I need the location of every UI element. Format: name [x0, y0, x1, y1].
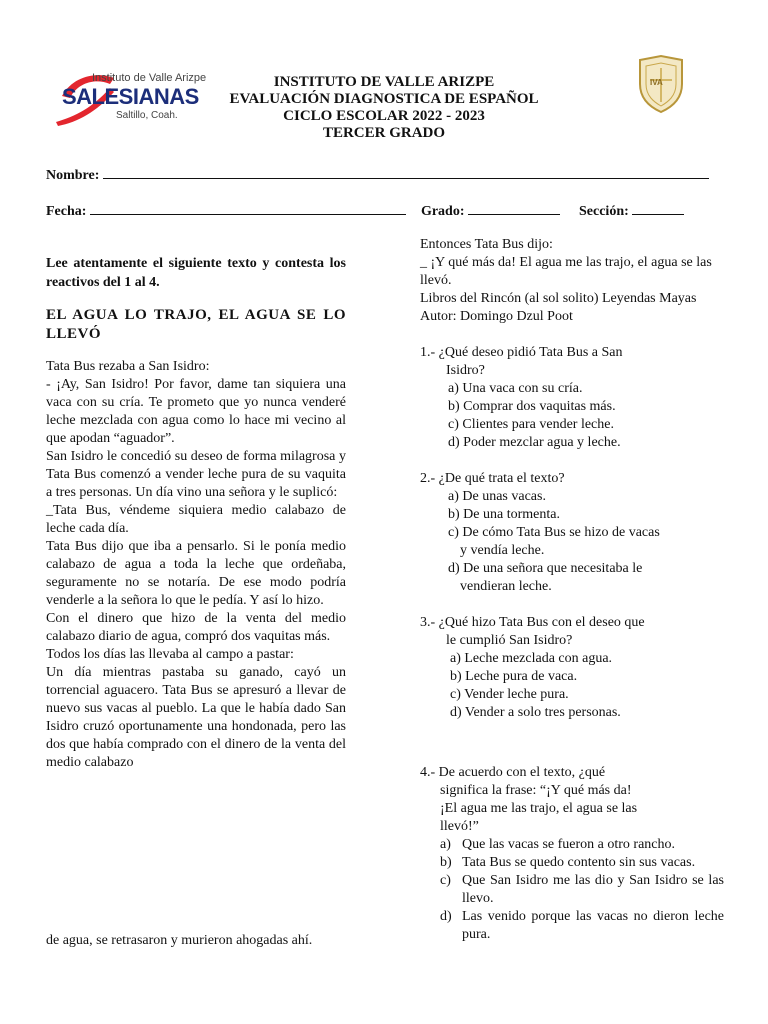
question-4: [420, 764, 724, 944]
option-b[interactable]: b) Leche pura de vaca.: [450, 669, 578, 684]
question-text: 2.- ¿De qué trata el texto?: [420, 471, 565, 486]
author-line: Autor: Domingo Dzul Poot: [420, 309, 573, 324]
question-text: 3.- ¿Qué hizo Tata Bus con el deseo que: [420, 615, 645, 630]
story-paragraph: Tata Bus rezaba a San Isidro:: [46, 359, 210, 374]
option-a[interactable]: a) Una vaca con su cría.: [448, 381, 583, 396]
question-text-cont: le cumplió San Isidro?: [446, 633, 573, 648]
option-d[interactable]: [440, 908, 724, 944]
nombre-label: Nombre:: [46, 168, 100, 183]
header-grade: TERCER GRADO: [322, 125, 446, 141]
left-column: [46, 254, 346, 772]
story-paragraph: - ¡Ay, San Isidro! Por favor, dame tan siquiera una vaca con su cría. Te prometo que yo nunca venderé leche mezclada con agua como lo hace mi vecino al que apodan “aguador”.: [46, 377, 346, 446]
option-c[interactable]: c) De cómo Tata Bus se hizo de vacas: [448, 525, 660, 540]
instructions: Lee atentamente el siguiente texto y contesta los reactivos del 1 al 4.: [46, 256, 346, 290]
nombre-field[interactable]: [103, 166, 709, 179]
option-letter: d): [440, 909, 452, 924]
option-c[interactable]: c) Clientes para vender leche.: [448, 417, 614, 432]
story-title: EL AGUA LO TRAJO, EL AGUA SE LO LLEVÓ: [46, 307, 346, 342]
closing-quote: _ ¡Y qué más da! El agua me las trajo, el agua se las llevó.: [420, 255, 712, 288]
story-paragraph: Un día mientras pastaba su ganado, cayó un torrencial aguacero. Tata Bus se apresuró a llevar de nuevo sus vacas al pueblo. La que le había dado San Isidro cruzó oportunamente una hondonada, pero las dos que había comprado con el dinero de la venta del medio calabazo: [46, 665, 346, 770]
option-text: Las venido porque las vacas no dieron leche pura.: [462, 909, 724, 942]
seccion-field[interactable]: [632, 202, 684, 215]
option-d[interactable]: d) Vender a solo tres personas.: [450, 705, 621, 720]
question-text: 1.- ¿Qué deseo pidió Tata Bus a San: [420, 345, 623, 360]
header-institute: INSTITUTO DE VALLE ARIZPE: [273, 74, 495, 90]
option-c-cont: y vendía leche.: [460, 543, 545, 558]
fecha-label: Fecha:: [46, 204, 87, 219]
story-body: [46, 358, 346, 772]
question-text: 4.- De acuerdo con el texto, ¿qué: [420, 765, 606, 780]
grado-label: Grado:: [420, 204, 465, 219]
option-a[interactable]: [440, 836, 724, 854]
option-a[interactable]: a) Leche mezclada con agua.: [450, 651, 613, 666]
name-row: [46, 166, 716, 184]
fecha-field[interactable]: [90, 202, 406, 215]
question-1: [420, 344, 724, 452]
option-letter: c): [440, 873, 451, 888]
question-3: [420, 614, 724, 722]
option-c[interactable]: [440, 872, 724, 908]
story-paragraph: Todos los días las llevaba al campo a pastar:: [46, 647, 294, 662]
question-text-cont: Isidro?: [446, 363, 485, 378]
header-evaluation: EVALUACIÓN DIAGNOSTICA DE ESPAÑOL: [229, 91, 539, 107]
logo-brand: SALESIANAS: [62, 84, 199, 109]
option-text: Que San Isidro me las dio y San Isidro se las llevo.: [462, 873, 724, 906]
logo-line1: Instituto de Valle Arizpe: [92, 72, 207, 84]
option-c[interactable]: c) Vender leche pura.: [450, 687, 569, 702]
option-b[interactable]: b) De una tormenta.: [448, 507, 560, 522]
header-cycle: CICLO ESCOLAR 2022 - 2023: [283, 108, 485, 124]
story-paragraph: Con el dinero que hizo de la venta del medio calabazo diario de agua, compró dos vaquitas más.: [46, 611, 346, 644]
option-b[interactable]: [440, 854, 724, 872]
option-d[interactable]: d) De una señora que necesitaba le: [448, 561, 643, 576]
question-2: [420, 470, 724, 596]
seccion-label: Sección:: [579, 204, 629, 219]
document-header: [200, 74, 568, 142]
option-text: Que las vacas se fueron a otro rancho.: [462, 837, 676, 852]
option-d-cont: vendieran leche.: [460, 579, 552, 594]
question-text-cont: significa la frase: “¡Y qué más da! ¡El agua me las trajo, el agua se las llevó!”: [440, 783, 638, 834]
option-text: Tata Bus se quedo contento sin sus vacas.: [462, 855, 696, 870]
story-paragraph: San Isidro le concedió su deseo de forma milagrosa y Tata Bus comenzó a vender leche pura de su vaquita a tres personas. Un día vino una señora y le suplicó:: [46, 449, 346, 500]
date-row: [46, 202, 726, 220]
option-d[interactable]: d) Poder mezclar agua y leche.: [448, 435, 621, 450]
option-letter: b): [440, 855, 452, 870]
closing-line: Entonces Tata Bus dijo:: [420, 237, 553, 252]
option-b[interactable]: b) Comprar dos vaquitas más.: [448, 399, 616, 414]
story-continuation: de agua, se retrasaron y murieron ahogadas ahí.: [46, 933, 313, 948]
story-paragraph: Tata Bus dijo que iba a pensarlo. Si le ponía medio calabazo de agua a toda la leche que ordeñaba, seguramente no se notaría. De ese modo podría venderle a la señora lo que le pedía. Y así lo hizo.: [46, 539, 346, 608]
option-a[interactable]: a) De unas vacas.: [448, 489, 546, 504]
logo-city: Saltillo, Coah.: [116, 110, 178, 121]
source-line: Libros del Rincón (al sol solito) Leyendas Mayas: [420, 291, 697, 306]
option-letter: a): [440, 837, 451, 852]
story-paragraph: _Tata Bus, véndeme siquiera medio calabazo de leche cada día.: [46, 503, 346, 536]
grado-field[interactable]: [468, 202, 560, 215]
right-column: [420, 236, 724, 944]
shield-label: IVA: [650, 78, 663, 87]
